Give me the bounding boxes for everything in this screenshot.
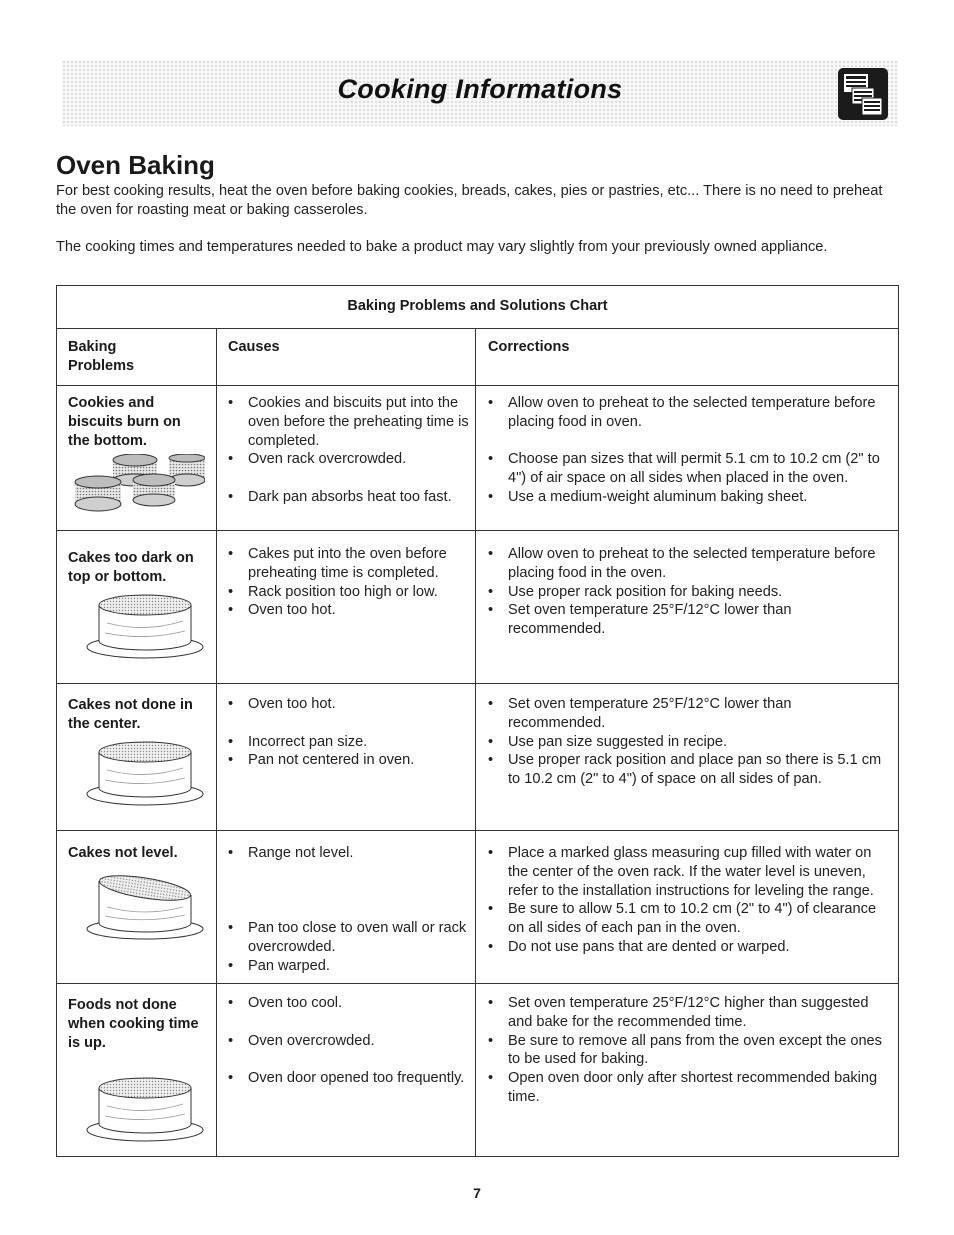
cause-item: • Incorrect pan size. bbox=[226, 733, 482, 752]
correction-item: • Use proper rack position and place pan so there is 5.1 cm to 10.2 cm (2" to 4") of space on all sides of pan. bbox=[486, 751, 891, 789]
header-problems: Baking Problems bbox=[68, 339, 135, 374]
cause-item: • Dark pan absorbs heat too fast. bbox=[226, 488, 482, 507]
correction-item: • Open oven door only after shortest recommended baking time. bbox=[486, 1069, 891, 1107]
grid-line bbox=[57, 683, 898, 684]
section-banner bbox=[62, 60, 898, 126]
grid-line bbox=[57, 385, 898, 386]
page-number: 7 bbox=[473, 1185, 481, 1201]
problem-label: Cookies and biscuits burn on the bottom. bbox=[68, 395, 181, 449]
cause-item: • Pan warped. bbox=[226, 957, 482, 976]
causes-list bbox=[226, 844, 482, 976]
correction-item: • Choose pan sizes that will permit 5.1 cm to 10.2 cm (2" to 4") of air space on all sides when placed in the oven. bbox=[486, 450, 891, 488]
corrections-list bbox=[486, 994, 891, 1107]
cause-item: • Oven door opened too frequently. bbox=[226, 1069, 482, 1088]
cause-item: • Cakes put into the oven before preheating time is completed. bbox=[226, 545, 482, 583]
correction-item: • Use a medium-weight aluminum baking sheet. bbox=[486, 488, 891, 507]
cause-item: • Oven rack overcrowded. bbox=[226, 450, 482, 469]
grid-line bbox=[57, 328, 898, 329]
causes-list bbox=[226, 394, 482, 507]
cause-item: • Oven too cool. bbox=[226, 994, 482, 1013]
cake-icon bbox=[85, 1074, 205, 1142]
correction-item: • Set oven temperature 25°F/12°C lower than recommended. bbox=[486, 601, 891, 639]
cake-icon bbox=[85, 591, 205, 659]
corrections-list bbox=[486, 695, 891, 789]
grid-line bbox=[57, 983, 898, 984]
intro-paragraph-1: For best cooking results, heat the oven before baking cookies, breads, cakes, pies or pastries, etc... There is no need to preheat the oven for roasting meat or baking casseroles. bbox=[56, 183, 883, 218]
header-corrections: Corrections bbox=[488, 339, 570, 355]
problem-label: Foods not done when cooking time is up. bbox=[68, 997, 199, 1051]
corrections-list bbox=[486, 545, 891, 639]
problem-label: Cakes too dark on top or bottom. bbox=[68, 550, 194, 585]
problem-label: Cakes not level. bbox=[68, 845, 178, 861]
cause-item: • Oven too hot. bbox=[226, 695, 482, 714]
cake-icon bbox=[85, 738, 205, 806]
correction-item: • Allow oven to preheat to the selected temperature before placing food in the oven. bbox=[486, 545, 891, 583]
causes-list bbox=[226, 545, 482, 620]
grid-line bbox=[57, 830, 898, 831]
correction-item: • Do not use pans that are dented or warped. bbox=[486, 938, 891, 957]
cause-item: • Pan too close to oven wall or rack overcrowded. bbox=[226, 919, 482, 957]
cookies-icon bbox=[73, 454, 205, 522]
cause-item: • Rack position too high or low. bbox=[226, 583, 482, 602]
correction-item: • Use proper rack position for baking needs. bbox=[486, 583, 891, 602]
correction-item: • Be sure to allow 5.1 cm to 10.2 cm (2" to 4") of clearance on all sides of each pan in the oven. bbox=[486, 900, 891, 938]
banner-title: Cooking Informations bbox=[337, 74, 623, 104]
cause-item: • Oven overcrowded. bbox=[226, 1032, 482, 1051]
cause-item: • Pan not centered in oven. bbox=[226, 751, 482, 770]
causes-list bbox=[226, 695, 482, 770]
baking-problems-chart bbox=[56, 285, 899, 1157]
cause-item: • Oven too hot. bbox=[226, 601, 482, 620]
tilted-cake-icon bbox=[85, 869, 205, 941]
cause-item: • Cookies and biscuits put into the oven before the preheating time is completed. bbox=[226, 394, 482, 450]
corrections-list bbox=[486, 394, 891, 507]
grid-line bbox=[216, 328, 217, 1156]
chart-title: Baking Problems and Solutions Chart bbox=[347, 298, 608, 314]
causes-list bbox=[226, 994, 482, 1088]
correction-item: • Use pan size suggested in recipe. bbox=[486, 733, 891, 752]
grid-line bbox=[57, 530, 898, 531]
cause-item: • Range not level. bbox=[226, 844, 482, 863]
section-title: Oven Baking bbox=[56, 150, 215, 180]
header-causes: Causes bbox=[228, 339, 280, 355]
correction-item: • Set oven temperature 25°F/12°C lower than recommended. bbox=[486, 695, 891, 733]
correction-item: • Set oven temperature 25°F/12°C higher than suggested and bake for the recommended time. bbox=[486, 994, 891, 1032]
corrections-list bbox=[486, 844, 891, 957]
correction-item: • Allow oven to preheat to the selected temperature before placing food in oven. bbox=[486, 394, 891, 432]
correction-item: • Place a marked glass measuring cup filled with water on the center of the oven rack. If the water level is uneven, refer to the installation instructions for leveling the range. bbox=[486, 844, 891, 900]
correction-item: • Be sure to remove all pans from the oven except the ones to be used for baking. bbox=[486, 1032, 891, 1070]
document-pages-icon bbox=[838, 68, 888, 120]
problem-label: Cakes not done in the center. bbox=[68, 697, 193, 732]
intro-paragraph-2: The cooking times and temperatures needed to bake a product may vary slightly from your previously owned appliance. bbox=[56, 239, 828, 255]
